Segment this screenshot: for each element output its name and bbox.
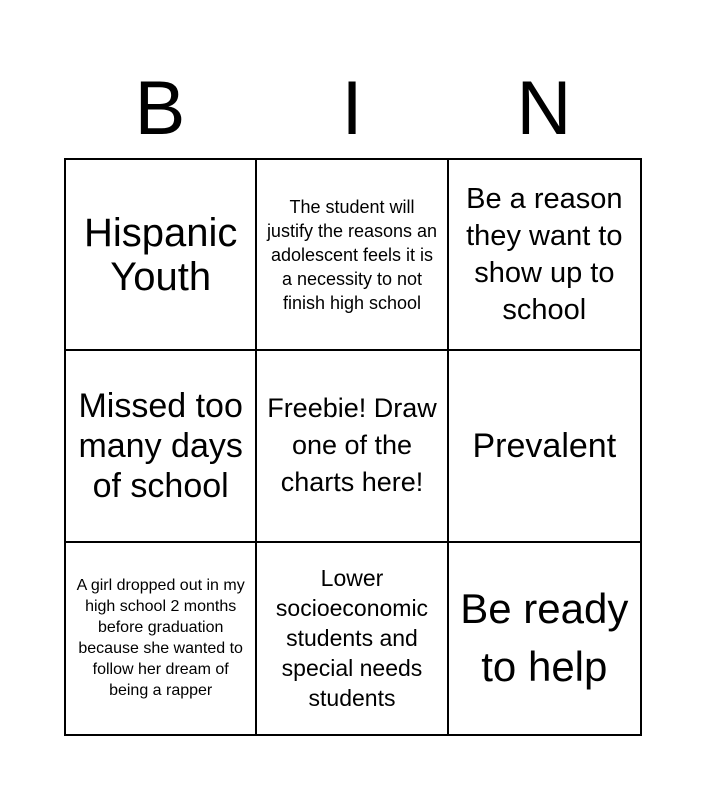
bingo-cell-text: The student will justify the reasons an adolescent feels it is a necessity to not finish high school xyxy=(266,196,438,313)
bingo-cell-1[interactable] xyxy=(66,160,257,351)
bingo-cell-text: Prevalent xyxy=(472,426,617,465)
bingo-cell-text: Freebie! Draw one of the charts here! xyxy=(267,393,437,498)
bingo-cell-7[interactable] xyxy=(66,543,257,734)
header-letter-i: I xyxy=(341,66,363,151)
bingo-cell-2[interactable] xyxy=(257,160,448,351)
bingo-cell-text: Lower socioeconomic students and special needs students xyxy=(275,565,429,712)
header-letter-b: B xyxy=(134,66,186,151)
bingo-cell-6[interactable] xyxy=(449,351,640,542)
header-letter-n: N xyxy=(516,66,572,151)
bingo-cell-text: A girl dropped out in my high school 2 months before graduation because she wanted to follow her dream of being a rapper xyxy=(76,577,245,700)
bingo-cell-5-freebie[interactable] xyxy=(257,351,448,542)
bingo-cell-text: Hispanic Youth xyxy=(83,210,238,299)
bingo-header xyxy=(64,64,640,154)
bingo-grid xyxy=(64,158,642,736)
bingo-cell-4[interactable] xyxy=(66,351,257,542)
bingo-cell-9[interactable] xyxy=(449,543,640,734)
bingo-cell-text: Be ready to help xyxy=(460,585,629,691)
bingo-cell-8[interactable] xyxy=(257,543,448,734)
bingo-cell-text: Be a reason they want to show up to school xyxy=(466,182,623,326)
bingo-cell-3[interactable] xyxy=(449,160,640,351)
bingo-cell-text: Missed too many days of school xyxy=(78,386,243,505)
